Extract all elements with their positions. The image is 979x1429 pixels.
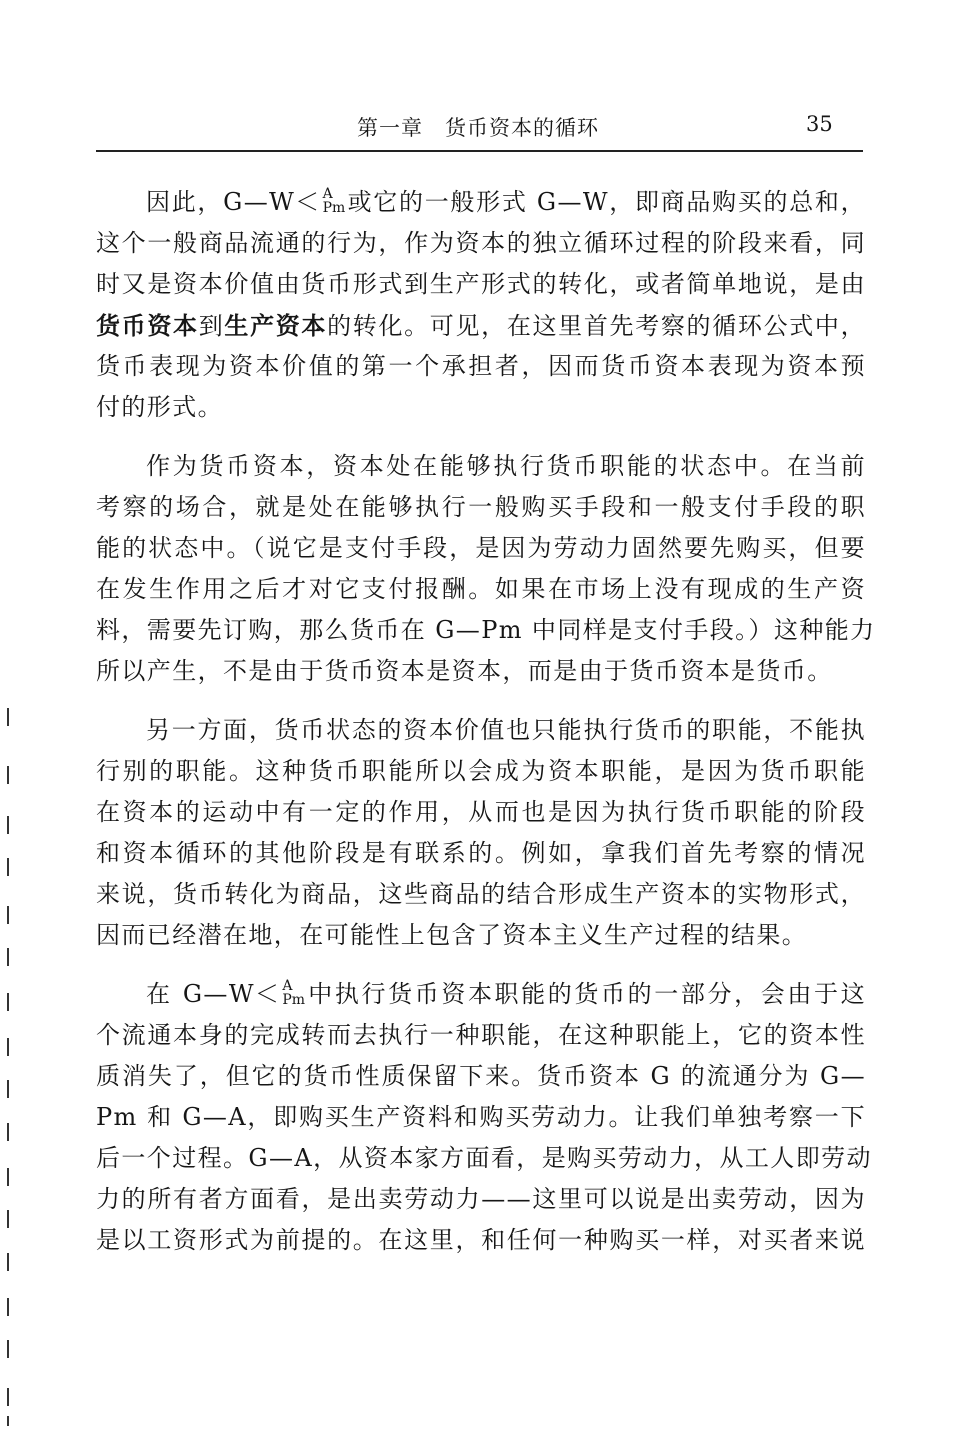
paragraph-1	[96, 182, 866, 428]
page-number: 35	[806, 112, 833, 136]
text-segment: 因此，G—W＜	[146, 188, 321, 216]
text-line: 另一方面，货币状态的资本价值也只能执行货币的职能，不能执	[146, 716, 866, 744]
fraction-a-over-pm	[282, 979, 305, 1007]
text-line	[96, 182, 866, 223]
text-line	[96, 974, 866, 1015]
text-line: 力的所有者方面看，是出卖劳动力——这里可以说是出卖劳动，因为	[96, 1185, 866, 1213]
fraction-top: A	[322, 185, 333, 202]
text-segment: 到	[198, 312, 225, 340]
text-segment: 的转化。可见，在这里首先考察的循环公式中，	[327, 312, 866, 340]
text-line: 时又是资本价值由货币形式到生产形式的转化，或者简单地说，是由	[96, 270, 866, 298]
text-line: 料，需要先订购，那么货币在 G—Pm 中同样是支付手段。）这种能力	[96, 616, 876, 644]
fraction-top: A	[282, 977, 293, 994]
text-line	[96, 305, 866, 346]
text-line: 在资本的运动中有一定的作用，从而也是因为执行货币职能的阶段	[96, 798, 866, 826]
bold-term: 生产资本	[224, 311, 328, 340]
text-line: 作为货币资本，资本处在能够执行货币职能的状态中。在当前	[146, 452, 866, 480]
text-line: 个流通本身的完成转而去执行一种职能，在这种职能上，它的资本性	[96, 1021, 866, 1049]
text-line: 考察的场合，就是处在能够执行一般购买手段和一般支付手段的职	[96, 493, 866, 521]
fraction-a-over-pm	[323, 187, 346, 215]
text-segment: 中执行货币资本职能的货币的一部分，会由于这	[307, 980, 866, 1008]
text-line: Pm 和 G—A，即购买生产资料和购买劳动力。让我们单独考察一下	[96, 1103, 866, 1131]
text-line: 因而已经潜在地，在可能性上包含了资本主义生产过程的结果。	[96, 921, 808, 949]
running-header-title: 第一章 货币资本的循环	[357, 116, 599, 140]
text-line: 在发生作用之后才对它支付报酬。如果在市场上没有现成的生产资	[96, 575, 866, 603]
paragraph-3	[96, 710, 866, 956]
text-segment: 或它的一般形式 G—W，即商品购买的总和，	[347, 188, 867, 216]
text-line: 和资本循环的其他阶段是有联系的。例如，拿我们首先考察的情况	[96, 839, 866, 867]
text-line: 能的状态中。（说它是支付手段，是因为劳动力固然要先购买，但要	[96, 534, 866, 562]
fraction-bottom: Pm	[282, 991, 306, 1008]
text-line: 行别的职能。这种货币职能所以会成为资本职能，是因为货币职能	[96, 757, 866, 785]
text-line: 所以产生，不是由于货币资本是资本，而是由于货币资本是货币。	[96, 657, 833, 685]
paragraph-4	[96, 974, 872, 1261]
text-line: 质消失了，但它的货币性质保留下来。货币资本 G 的流通分为 G—	[96, 1062, 866, 1090]
scan-margin-marks	[7, 708, 10, 1428]
text-line: 付的形式。	[96, 393, 223, 421]
paragraph-2	[96, 446, 876, 692]
text-line: 后一个过程。G—A，从资本家方面看，是购买劳动力，从工人即劳动	[96, 1144, 872, 1172]
bold-term: 货币资本	[96, 311, 199, 340]
text-line: 来说，货币转化为商品，这些商品的结合形成生产资本的实物形式，	[96, 880, 866, 908]
text-line: 是以工资形式为前提的。在这里，和任何一种购买一样，对买者来说	[96, 1226, 866, 1254]
text-line: 货币表现为资本价值的第一个承担者，因而货币资本表现为资本预	[96, 352, 866, 380]
fraction-bottom: Pm	[322, 199, 346, 216]
text-segment: 在 G—W＜	[146, 980, 281, 1008]
text-line: 这个一般商品流通的行为，作为资本的独立循环过程的阶段来看，同	[96, 229, 866, 257]
header-rule	[96, 150, 863, 152]
